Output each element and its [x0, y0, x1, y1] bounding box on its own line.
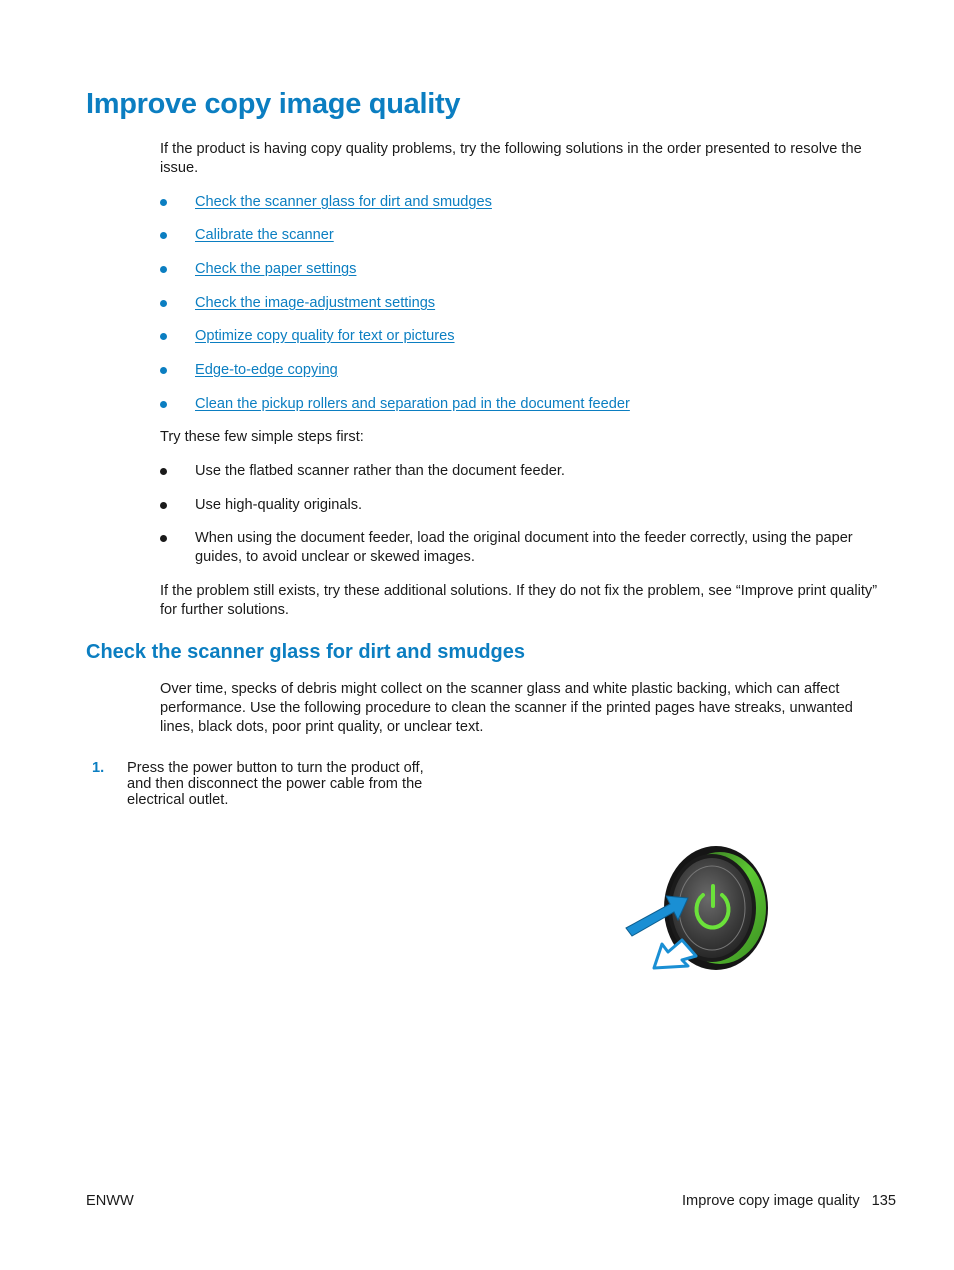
footer-left: ENWW	[86, 1193, 134, 1209]
list-item	[160, 496, 880, 515]
bullet-icon	[160, 333, 167, 340]
step-text: Use high-quality originals.	[195, 497, 363, 513]
bullet-icon	[160, 199, 167, 206]
intro-paragraph: If the product is having copy quality problems, try the following solutions in the order presented to resolve the issue.	[160, 141, 862, 176]
power-button-icon	[618, 840, 778, 975]
link-optimize-copy-quality[interactable]: Optimize copy quality for text or pictures	[195, 328, 455, 344]
list-item	[160, 226, 880, 245]
link-edge-to-edge[interactable]: Edge-to-edge copying	[195, 362, 338, 378]
list-item	[160, 361, 880, 380]
bullet-icon	[160, 401, 167, 408]
step-1-text: Press the power button to turn the product off, and then disconnect the power cable from the electrical outlet.	[127, 760, 424, 808]
link-check-scanner-glass[interactable]: Check the scanner glass for dirt and smudges	[195, 194, 492, 210]
section-title: Check the scanner glass for dirt and smudges	[86, 641, 526, 663]
bullet-icon	[160, 266, 167, 273]
link-image-adjustment[interactable]: Check the image-adjustment settings	[195, 295, 436, 311]
list-item	[160, 327, 880, 346]
step-number: 1.	[92, 760, 105, 776]
additional-paragraph: If the problem still exists, try these additional solutions. If they do not fix the problem, see “Improve print quality” for further solutions.	[160, 583, 878, 618]
link-clean-pickup-rollers[interactable]: Clean the pickup rollers and separation pad in the document feeder	[195, 396, 630, 412]
list-item	[160, 260, 880, 279]
step-text: When using the document feeder, load the original document into the feeder correctly, using the paper guides, to avoid unclear or skewed images.	[195, 530, 853, 565]
footer-right	[682, 1193, 896, 1209]
page-number: 135	[871, 1193, 896, 1209]
list-item	[160, 193, 880, 212]
bullet-icon	[160, 468, 167, 475]
list-item	[160, 294, 880, 313]
step-text: Use the flatbed scanner rather than the document feeder.	[195, 463, 565, 479]
link-calibrate-scanner[interactable]: Calibrate the scanner	[195, 227, 334, 243]
bullet-icon	[160, 300, 167, 307]
link-paper-settings[interactable]: Check the paper settings	[195, 261, 357, 277]
steps-intro: Try these few simple steps first:	[160, 429, 364, 445]
bullet-icon	[160, 535, 167, 542]
footer-section: Improve copy image quality	[682, 1193, 860, 1209]
page-title: Improve copy image quality	[86, 88, 461, 120]
list-item	[160, 462, 880, 481]
list-item	[160, 395, 880, 414]
bullet-icon	[160, 367, 167, 374]
bullet-icon	[160, 232, 167, 239]
list-item	[160, 529, 880, 567]
section-body: Over time, specks of debris might collect on the scanner glass and white plastic backing, which can affect performance. Use the following procedure to clean the scanner if the printed pages have streaks, unwanted lines, black dots, poor print quality, or unclear text.	[160, 681, 853, 735]
bullet-icon	[160, 502, 167, 509]
